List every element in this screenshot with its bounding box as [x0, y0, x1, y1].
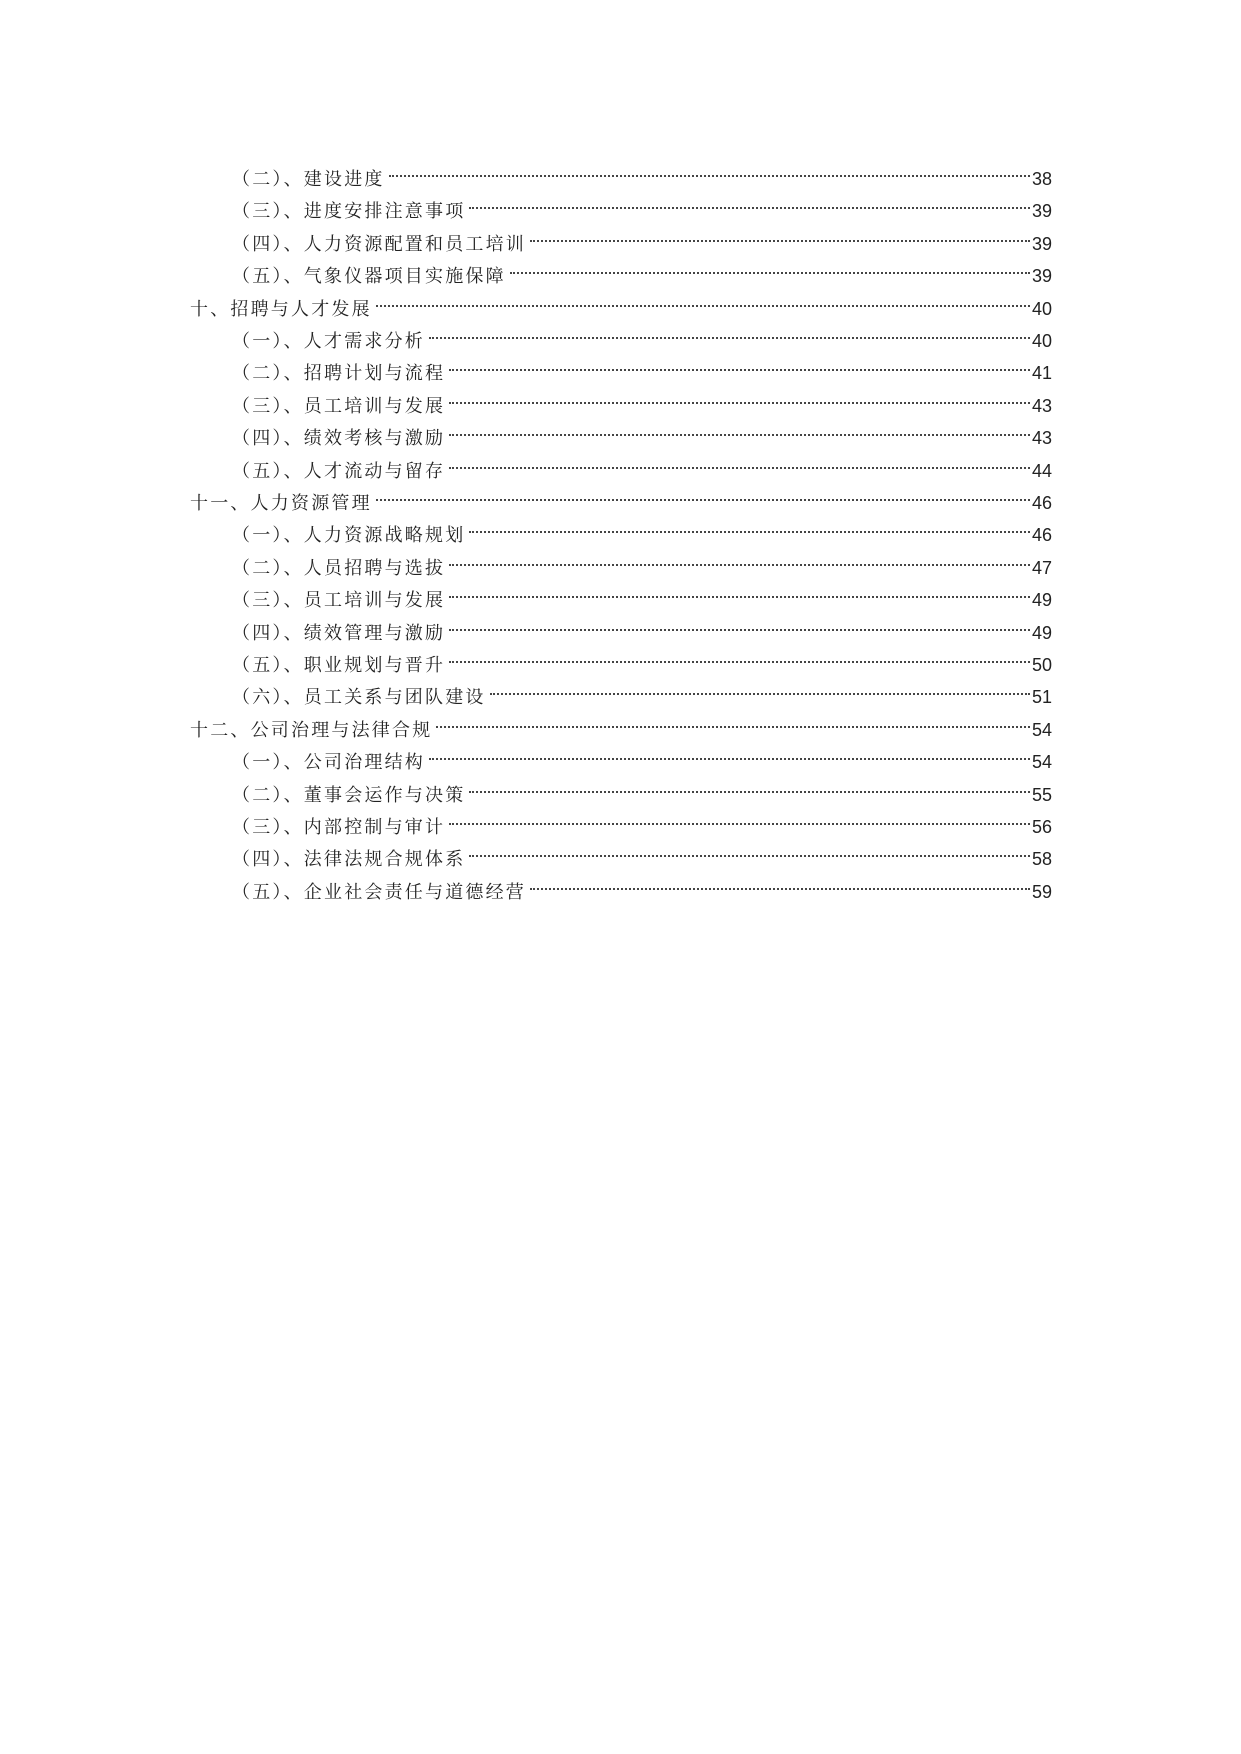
toc-page-number: 40 [1031, 299, 1052, 319]
toc-entry-label: （四）、绩效管理与激励 [232, 623, 446, 644]
toc-dot-leader [449, 801, 1030, 833]
toc-entry-label: （五）、职业规划与晋升 [232, 655, 446, 676]
toc-section-entry[interactable] [232, 412, 1052, 449]
toc-page-number: 39 [1031, 234, 1052, 254]
toc-entry-label: （一）、公司治理结构 [232, 752, 425, 773]
toc-page-number: 58 [1031, 849, 1052, 869]
toc-page-number: 44 [1031, 461, 1052, 481]
toc-section-entry[interactable] [232, 639, 1052, 676]
toc-entry-label: （四）、绩效考核与激励 [232, 428, 446, 449]
toc-entry-label: （二）、董事会运作与决策 [232, 785, 466, 806]
toc-dot-leader [376, 283, 1030, 315]
toc-section-entry[interactable] [232, 671, 1052, 708]
toc-entry-label: （三）、内部控制与审计 [232, 817, 446, 838]
toc-dot-leader [530, 866, 1030, 898]
toc-section-entry[interactable] [232, 736, 1052, 773]
toc-section-entry[interactable] [232, 153, 1052, 190]
toc-chapter-entry[interactable] [190, 704, 1052, 741]
toc-page-number: 54 [1031, 720, 1052, 740]
toc-page-number: 40 [1031, 331, 1052, 351]
toc-chapter-entry[interactable] [190, 477, 1052, 514]
toc-entry-label: （四）、人力资源配置和员工培训 [232, 234, 526, 255]
toc-page-number: 54 [1031, 752, 1052, 772]
toc-page-number: 49 [1031, 623, 1052, 643]
toc-section-entry[interactable] [232, 866, 1052, 903]
toc-page-number: 47 [1031, 558, 1052, 578]
toc-page-number: 43 [1031, 396, 1052, 416]
toc-dot-leader [469, 833, 1030, 865]
toc-page-number: 46 [1031, 493, 1052, 513]
toc-dot-leader [376, 477, 1030, 509]
toc-chapter-entry[interactable] [190, 283, 1052, 320]
toc-dot-leader [449, 542, 1030, 574]
toc-dot-leader [449, 347, 1030, 379]
toc-dot-leader [469, 185, 1030, 217]
toc-page-number: 49 [1031, 590, 1052, 610]
toc-page-number: 51 [1031, 687, 1052, 707]
toc-dot-leader [490, 671, 1030, 703]
toc-section-entry[interactable] [232, 380, 1052, 417]
toc-page-number: 46 [1031, 525, 1052, 545]
toc-dot-leader [449, 607, 1030, 639]
toc-page-number: 56 [1031, 817, 1052, 837]
toc-section-entry[interactable] [232, 218, 1052, 255]
toc-dot-leader [449, 412, 1030, 444]
toc-dot-leader [449, 574, 1030, 606]
toc-page-number: 39 [1031, 266, 1052, 286]
toc-section-entry[interactable] [232, 509, 1052, 546]
toc-dot-leader [429, 315, 1030, 347]
toc-section-entry[interactable] [232, 574, 1052, 611]
toc-section-entry[interactable] [232, 542, 1052, 579]
toc-page-number: 50 [1031, 655, 1052, 675]
toc-page-number: 38 [1031, 169, 1052, 189]
toc-dot-leader [469, 769, 1030, 801]
toc-entry-label: （五）、人才流动与留存 [232, 461, 446, 482]
toc-section-entry[interactable] [232, 445, 1052, 482]
toc-page-number: 43 [1031, 428, 1052, 448]
toc-entry-label: （三）、员工培训与发展 [232, 590, 446, 611]
toc-dot-leader [469, 509, 1030, 541]
toc-section-entry[interactable] [232, 315, 1052, 352]
toc-dot-leader [449, 445, 1030, 477]
toc-entry-label: （一）、人才需求分析 [232, 331, 425, 352]
toc-dot-leader [389, 153, 1030, 185]
toc-dot-leader [436, 704, 1030, 736]
toc-section-entry[interactable] [232, 185, 1052, 222]
toc-entry-label: （二）、招聘计划与流程 [232, 363, 446, 384]
toc-entry-label: 十、招聘与人才发展 [190, 299, 372, 320]
toc-entry-label: （五）、气象仪器项目实施保障 [232, 266, 506, 287]
toc-entry-label: 十二、公司治理与法律合规 [190, 720, 433, 741]
toc-entry-label: （五）、企业社会责任与道德经营 [232, 882, 526, 903]
toc-entry-label: （三）、员工培训与发展 [232, 396, 446, 417]
toc-dot-leader [530, 218, 1030, 250]
toc-section-entry[interactable] [232, 801, 1052, 838]
toc-page-number: 59 [1031, 882, 1052, 902]
toc-entry-label: （六）、员工关系与团队建设 [232, 687, 486, 708]
toc-section-entry[interactable] [232, 833, 1052, 870]
toc-entry-label: （一）、人力资源战略规划 [232, 525, 466, 546]
toc-dot-leader [449, 639, 1030, 671]
toc-entry-label: （三）、进度安排注意事项 [232, 201, 466, 222]
toc-entry-label: （二）、建设进度 [232, 169, 385, 190]
toc-entry-label: 十一、人力资源管理 [190, 493, 372, 514]
toc-section-entry[interactable] [232, 769, 1052, 806]
toc-page-number: 55 [1031, 785, 1052, 805]
toc-page-number: 39 [1031, 201, 1052, 221]
toc-section-entry[interactable] [232, 607, 1052, 644]
toc-section-entry[interactable] [232, 250, 1052, 287]
toc-dot-leader [429, 736, 1030, 768]
toc-dot-leader [510, 250, 1030, 282]
toc-entry-label: （二）、人员招聘与选拔 [232, 558, 446, 579]
toc-section-entry[interactable] [232, 347, 1052, 384]
toc-dot-leader [449, 380, 1030, 412]
toc-page-number: 41 [1031, 363, 1052, 383]
toc-entry-label: （四）、法律法规合规体系 [232, 849, 466, 870]
